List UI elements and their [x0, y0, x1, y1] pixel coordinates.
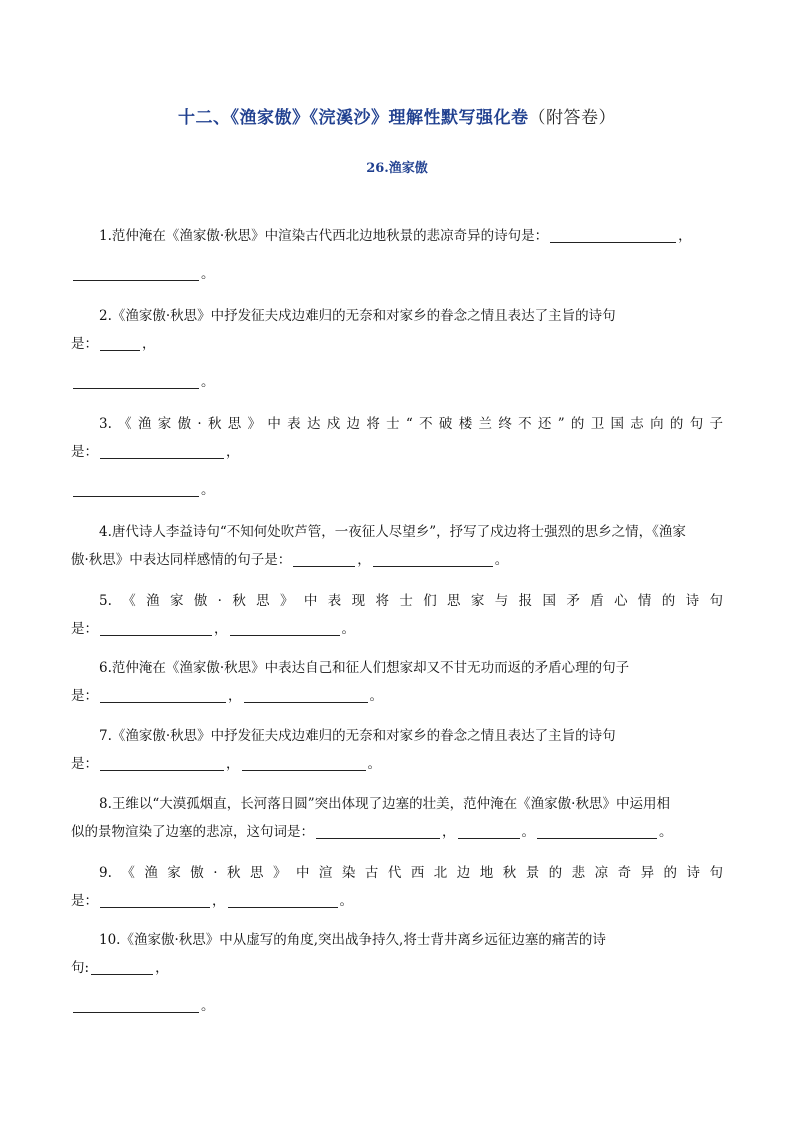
- question-4-line-1: [71, 518, 723, 546]
- question-3-line-2: 是： ，: [71, 444, 240, 460]
- question-5-blank-1[interactable]: [100, 619, 212, 636]
- question-6-text: 6.范仲淹在《渔家傲·秋思》中表达自己和征人们想家却又不甘无功而返的矛盾心理的句子: [99, 660, 630, 676]
- question-3-line-3: 。: [71, 476, 723, 504]
- question-9: [71, 859, 723, 915]
- question-3-blank-1[interactable]: [100, 442, 224, 459]
- question-9-line-1: [71, 859, 723, 887]
- question-4-text: 4.唐代诗人李益诗句“不知何处吹芦管，一夜征人尽望乡”，抒写了戍边将士强烈的思乡之情，《渔家: [99, 524, 686, 540]
- question-3-text: 3.《渔家傲·秋思》中表达戍边将士“不破楼兰终不还”的卫国志向的句子: [99, 416, 723, 432]
- question-10-line-3: 。: [71, 992, 723, 1020]
- question-2-blank-1[interactable]: [100, 334, 140, 351]
- question-8-blank-2[interactable]: [458, 822, 520, 839]
- question-7-blank-2[interactable]: [242, 754, 366, 771]
- question-5-line-2: 是： ， 。: [71, 621, 355, 637]
- page-title: [0, 103, 794, 128]
- question-7-line-2: 是： ， 。: [71, 756, 381, 772]
- question-8-text: 8.王维以“大漠孤烟直，长河落日圆”突出体现了边塞的壮美，范仲淹在《渔家傲·秋思》中运用相: [99, 796, 670, 812]
- question-4-blank-1[interactable]: [293, 550, 355, 567]
- question-7-text: 7.《渔家傲·秋思》中抒发征夫戍边难归的无奈和对家乡的眷念之情且表达了主旨的诗句: [99, 728, 616, 744]
- question-5-blank-2[interactable]: [230, 619, 340, 636]
- question-7: [71, 722, 723, 778]
- question-10-blank-2[interactable]: [73, 996, 199, 1013]
- question-7-line-1: [71, 722, 723, 750]
- question-3: [71, 410, 723, 504]
- question-10-line-2: 句: ，: [71, 960, 169, 976]
- question-8-line-1: [71, 790, 723, 818]
- question-10-line-1: [71, 926, 723, 954]
- question-2-line-3: 。: [71, 368, 723, 396]
- question-1-text: 1.范仲淹在《渔家傲·秋思》中渲染古代西北边地秋景的悲凉奇异的诗句是：: [99, 228, 549, 244]
- question-9-blank-1[interactable]: [100, 891, 210, 908]
- question-3-line-1: [71, 410, 723, 438]
- question-8: [71, 790, 723, 846]
- question-9-blank-2[interactable]: [228, 891, 338, 908]
- question-2-text: 2.《渔家傲·秋思》中抒发征夫戍边难归的无奈和对家乡的眷念之情且表达了主旨的诗句: [99, 308, 616, 324]
- title-main: 十二、《渔家傲》《浣溪沙》理解性默写强化卷: [178, 108, 529, 128]
- question-9-text: 9.《渔家傲·秋思》中渲染古代西北边地秋景的悲凉奇异的诗句: [99, 865, 723, 881]
- question-1-blank-1[interactable]: [550, 226, 676, 243]
- question-1: [71, 222, 723, 288]
- question-10-text: 10.《渔家傲·秋思》中从虚写的角度,突出战争持久,将士背井离乡远征边塞的痛苦的诗: [99, 932, 606, 948]
- question-6-blank-1[interactable]: [100, 686, 226, 703]
- question-10-blank-1[interactable]: [91, 958, 153, 975]
- title-suffix: （附答卷）: [528, 108, 616, 128]
- question-6-line-2: 是： ， 。: [71, 688, 383, 704]
- question-4-blank-2[interactable]: [373, 550, 493, 567]
- question-2-blank-2[interactable]: [73, 372, 199, 389]
- question-4: [71, 518, 723, 574]
- question-1-blank-2[interactable]: [73, 264, 199, 281]
- question-7-blank-1[interactable]: [100, 754, 224, 771]
- question-4-line-2: 傲·秋思》中表达同样感情的句子是： ， 。: [71, 552, 509, 568]
- question-5-text: 5.《渔家傲·秋思》中表现将士们思家与报国矛盾心情的诗句: [99, 593, 723, 609]
- question-9-line-2: 是： ， 。: [71, 893, 353, 909]
- question-2-line-2: 是： ，: [71, 336, 156, 352]
- question-8-line-2: 似的景物渲染了边塞的悲凉，这句词是： ， 。 。: [71, 824, 673, 840]
- question-10: [71, 926, 723, 1020]
- question-5: [71, 587, 723, 643]
- question-6-line-1: [71, 654, 723, 682]
- question-8-blank-3[interactable]: [537, 822, 657, 839]
- question-1-line-2: 。: [71, 260, 723, 288]
- question-6: [71, 654, 723, 710]
- question-6-blank-2[interactable]: [244, 686, 368, 703]
- question-8-blank-1[interactable]: [316, 822, 440, 839]
- question-2: [71, 302, 723, 396]
- question-3-blank-2[interactable]: [73, 480, 199, 497]
- section-subtitle: 26.渔家傲: [366, 161, 428, 176]
- question-2-line-1: [71, 302, 723, 330]
- question-5-line-1: [71, 587, 723, 615]
- question-1-line-1: 1.范仲淹在《渔家傲·秋思》中渲染古代西北边地秋景的悲凉奇异的诗句是： ，: [99, 228, 692, 244]
